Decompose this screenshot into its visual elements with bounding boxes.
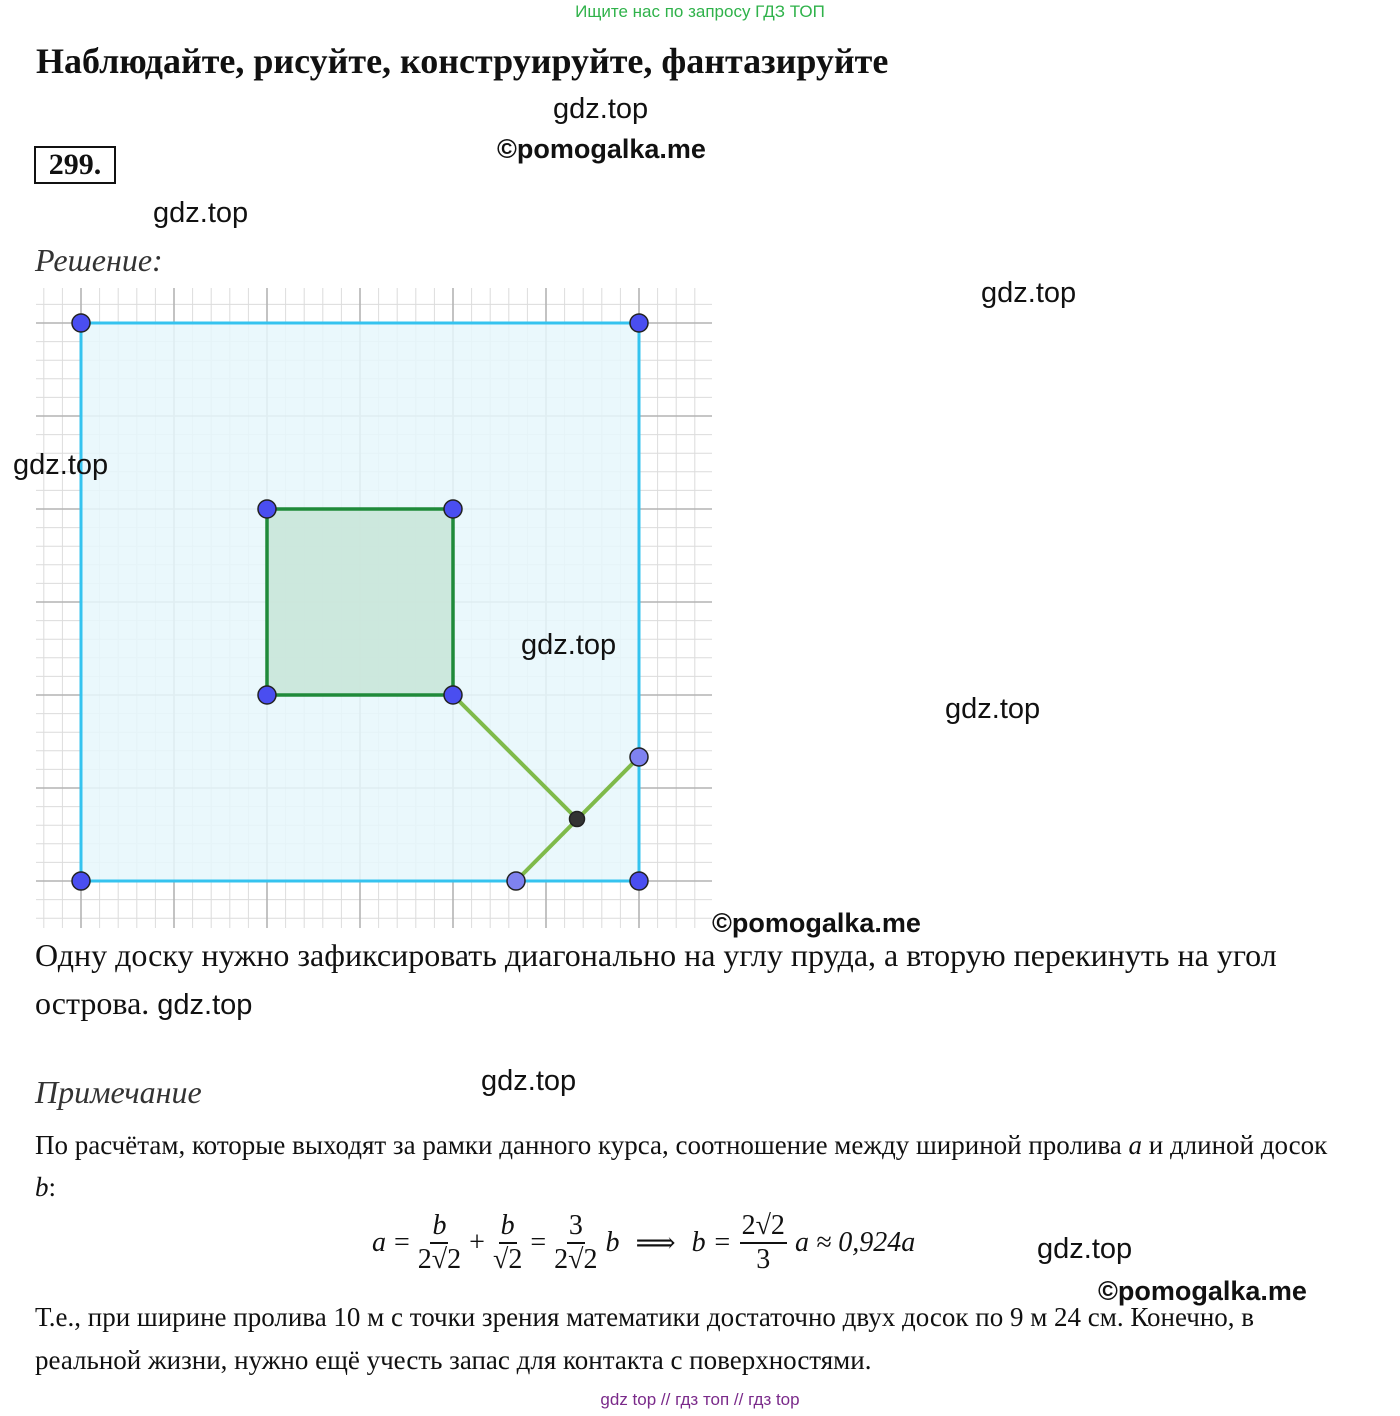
fraction	[493, 1210, 522, 1276]
watermark-pomogalka: ©pomogalka.me	[712, 908, 921, 938]
watermark-gdz: gdz.top	[1037, 1233, 1133, 1265]
watermark-pomogalka: ©pomogalka.me	[497, 134, 706, 164]
island-corner-point	[258, 500, 276, 518]
watermark-gdz: gdz.top	[553, 93, 649, 125]
island-square	[267, 509, 453, 695]
formula-eq: =	[394, 1227, 410, 1258]
board-end-point	[630, 748, 648, 766]
formula-plus: +	[469, 1227, 485, 1258]
fraction	[418, 1210, 461, 1276]
watermark-pomogalka: ©pomogalka.me	[1098, 1276, 1307, 1306]
task-number-box: 299.	[34, 146, 116, 184]
formula-tail: a ≈ 0,924a	[794, 1227, 916, 1258]
ratio-formula	[372, 1210, 915, 1276]
formula-b-eq: b =	[691, 1227, 732, 1258]
watermark-gdz: gdz.top	[521, 629, 617, 661]
note-text-part: По расчётам, которые выходят за рамки данного курса, соотношение между шириной пролива	[35, 1130, 1129, 1160]
fraction-numerator: 3	[567, 1210, 585, 1244]
conclusion-text: Т.е., при ширине пролива 10 м с точки зрения математики достаточно двух досок по 9 м 24 см. Конечно, в реальной жизни, нужно ещё учесть запас для контакта с поверхностями.	[35, 1302, 1255, 1375]
fraction-denominator: √2	[492, 1244, 523, 1275]
pond-corner-point	[72, 314, 90, 332]
variable-b: b	[35, 1172, 49, 1202]
note-text-part: и длиной досок	[1142, 1130, 1328, 1160]
watermark-gdz: gdz.top	[945, 693, 1041, 725]
board-junction-point	[570, 812, 585, 827]
formula-eq: =	[530, 1227, 547, 1258]
watermark-gdz: gdz.top	[981, 277, 1077, 309]
section-title: Наблюдайте, рисуйте, конструируйте, фантазируйте	[36, 41, 889, 81]
fraction-denominator: 3	[756, 1244, 771, 1275]
island-corner-point	[444, 500, 462, 518]
fraction	[740, 1210, 787, 1276]
note-label: Примечание	[35, 1074, 202, 1110]
board-end-point	[507, 872, 525, 890]
fraction-numerator: b	[430, 1210, 448, 1244]
fraction-numerator: 2√2	[740, 1210, 787, 1244]
pond-corner-point	[630, 872, 648, 890]
pond-island-figure	[36, 288, 712, 928]
fraction-denominator: 2√2	[417, 1244, 462, 1275]
fraction-denominator: 2√2	[554, 1244, 598, 1275]
solution-text-body: Одну доску нужно зафиксировать диагонально на углу пруда, а вторую перекинуть на угол острова.	[35, 937, 1277, 1021]
fraction	[554, 1210, 597, 1276]
fraction-numerator: b	[499, 1210, 517, 1244]
note-text	[35, 1124, 1335, 1208]
footer-links[interactable]: gdz top // гдз топ // гдз top	[600, 1390, 800, 1409]
top-banner: Ищите нас по запросу ГДЗ ТОП	[575, 2, 825, 21]
island-corner-point	[444, 686, 462, 704]
solution-text	[35, 931, 1355, 1029]
solution-label: Решение:	[35, 242, 163, 278]
watermark-gdz: gdz.top	[157, 989, 253, 1021]
island-corner-point	[258, 686, 276, 704]
watermark-gdz: gdz.top	[13, 449, 109, 481]
watermark-gdz: gdz.top	[153, 197, 249, 229]
note-text-part: :	[48, 1172, 57, 1202]
variable-a: a	[1128, 1130, 1142, 1160]
formula-b: b	[605, 1227, 620, 1258]
formula-lhs: a	[372, 1227, 386, 1258]
pond-corner-point	[630, 314, 648, 332]
watermark-gdz: gdz.top	[481, 1065, 577, 1097]
implies-icon: ⟹	[635, 1228, 676, 1259]
pond-corner-point	[72, 872, 90, 890]
